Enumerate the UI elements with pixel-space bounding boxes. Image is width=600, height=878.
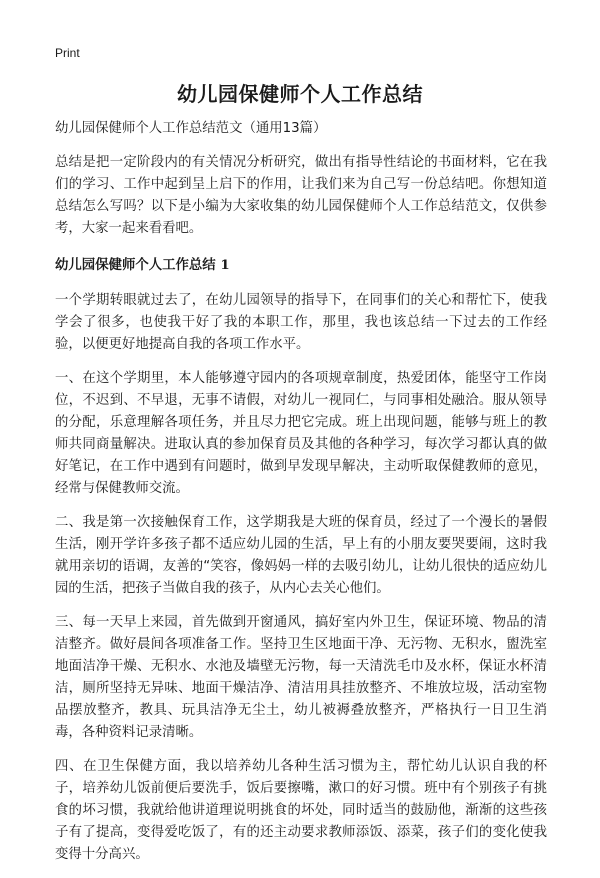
body-paragraph: 四、在卫生保健方面，我以培养幼儿各种生活习惯为主，帮忙幼儿认识自我的杯子，培养幼儿饭前便后要洗手，饭后要擦嘴，漱口的好习惯。班中有个别孩子有挑食的坏习惯，我就给他讲道理说明挑食的坏处，同时适当的鼓励他，渐渐的这些孩子有了提高，变得爱吃饭了，有的还主动要求教师添饭、添菜，孩子们的变化使我变得十分高兴。 [55, 759, 547, 862]
document-body [55, 118, 547, 878]
page-title: 幼儿园保健师个人工作总结 [177, 82, 423, 106]
body-paragraph: 二、我是第一次接触保育工作，这学期我是大班的保育员，经过了一个漫长的暑假生活，刚开学许多孩子都不适应幼儿园的生活，早上有的小朋友要哭要闹，这时我就用亲切的语调，友善的“笑容，像妈妈一样的去吸引幼儿，让幼儿很快的适应幼儿园的生活，把孩子当做自我的孩子，从内心去关心他们。 [55, 515, 547, 596]
print-link[interactable]: Print [55, 46, 80, 60]
document-subtitle: 幼儿园保健师个人工作总结范文（通用13篇） [55, 121, 327, 136]
body-paragraph: 一、在这个学期里，本人能够遵守园内的各项规章制度，热爱团体，能坚守工作岗位，不迟到、不早退，无事不请假，对幼儿一视同仁，与同事相处融洽。服从领导的分配，乐意理解各项任务，并且尽力把它完成。班上出现问题，能够与班上的教师共同商量解决。进取认真的参加保育员及其他的各种学习，每次学习都认真的做好笔记，在工作中遇到有问题时，做到早发现早解决，主动听取保健教师的意见，经常与保健教师交流。 [55, 371, 547, 496]
body-paragraph: 三、每一天早上来园，首先做到开窗通风，搞好室内外卫生，保证环境、物品的清洁整齐。做好晨间各项准备工作。坚持卫生区地面干净、无污物、无积水，盥洗室地面洁净干燥、无积水、水池及墙壁无污物，每一天清洗毛巾及水杯，保证水杯清洁，厕所坚持无异味、地面干燥洁净、清洁用具挂放整齐、不堆放垃圾，活动室物品摆放整齐，教具、玩具洁净无尘土，幼儿被褥叠放整齐，严格执行一日卫生消毒，各种资料记录清晰。 [55, 615, 547, 740]
section-heading: 幼儿园保健师个人工作总结 1 [55, 257, 230, 273]
intro-paragraph: 总结是把一定阶段内的有关情况分析研究，做出有指导性结论的书面材料，它在我们的学习、工作中起到呈上启下的作用，让我们来为自己写一份总结吧。你想知道总结怎么写吗？以下是小编为大家收集的幼儿园保健师个人工作总结范文，仅供参考，大家一起来看看吧。 [55, 155, 547, 236]
body-paragraph: 一个学期转眼就过去了，在幼儿园领导的指导下，在同事们的关心和帮忙下，使我学会了很多，也使我干好了我的本职工作，那里，我也该总结一下过去的工作经验，以便更好地提高自我的各项工作水平。 [55, 293, 547, 352]
